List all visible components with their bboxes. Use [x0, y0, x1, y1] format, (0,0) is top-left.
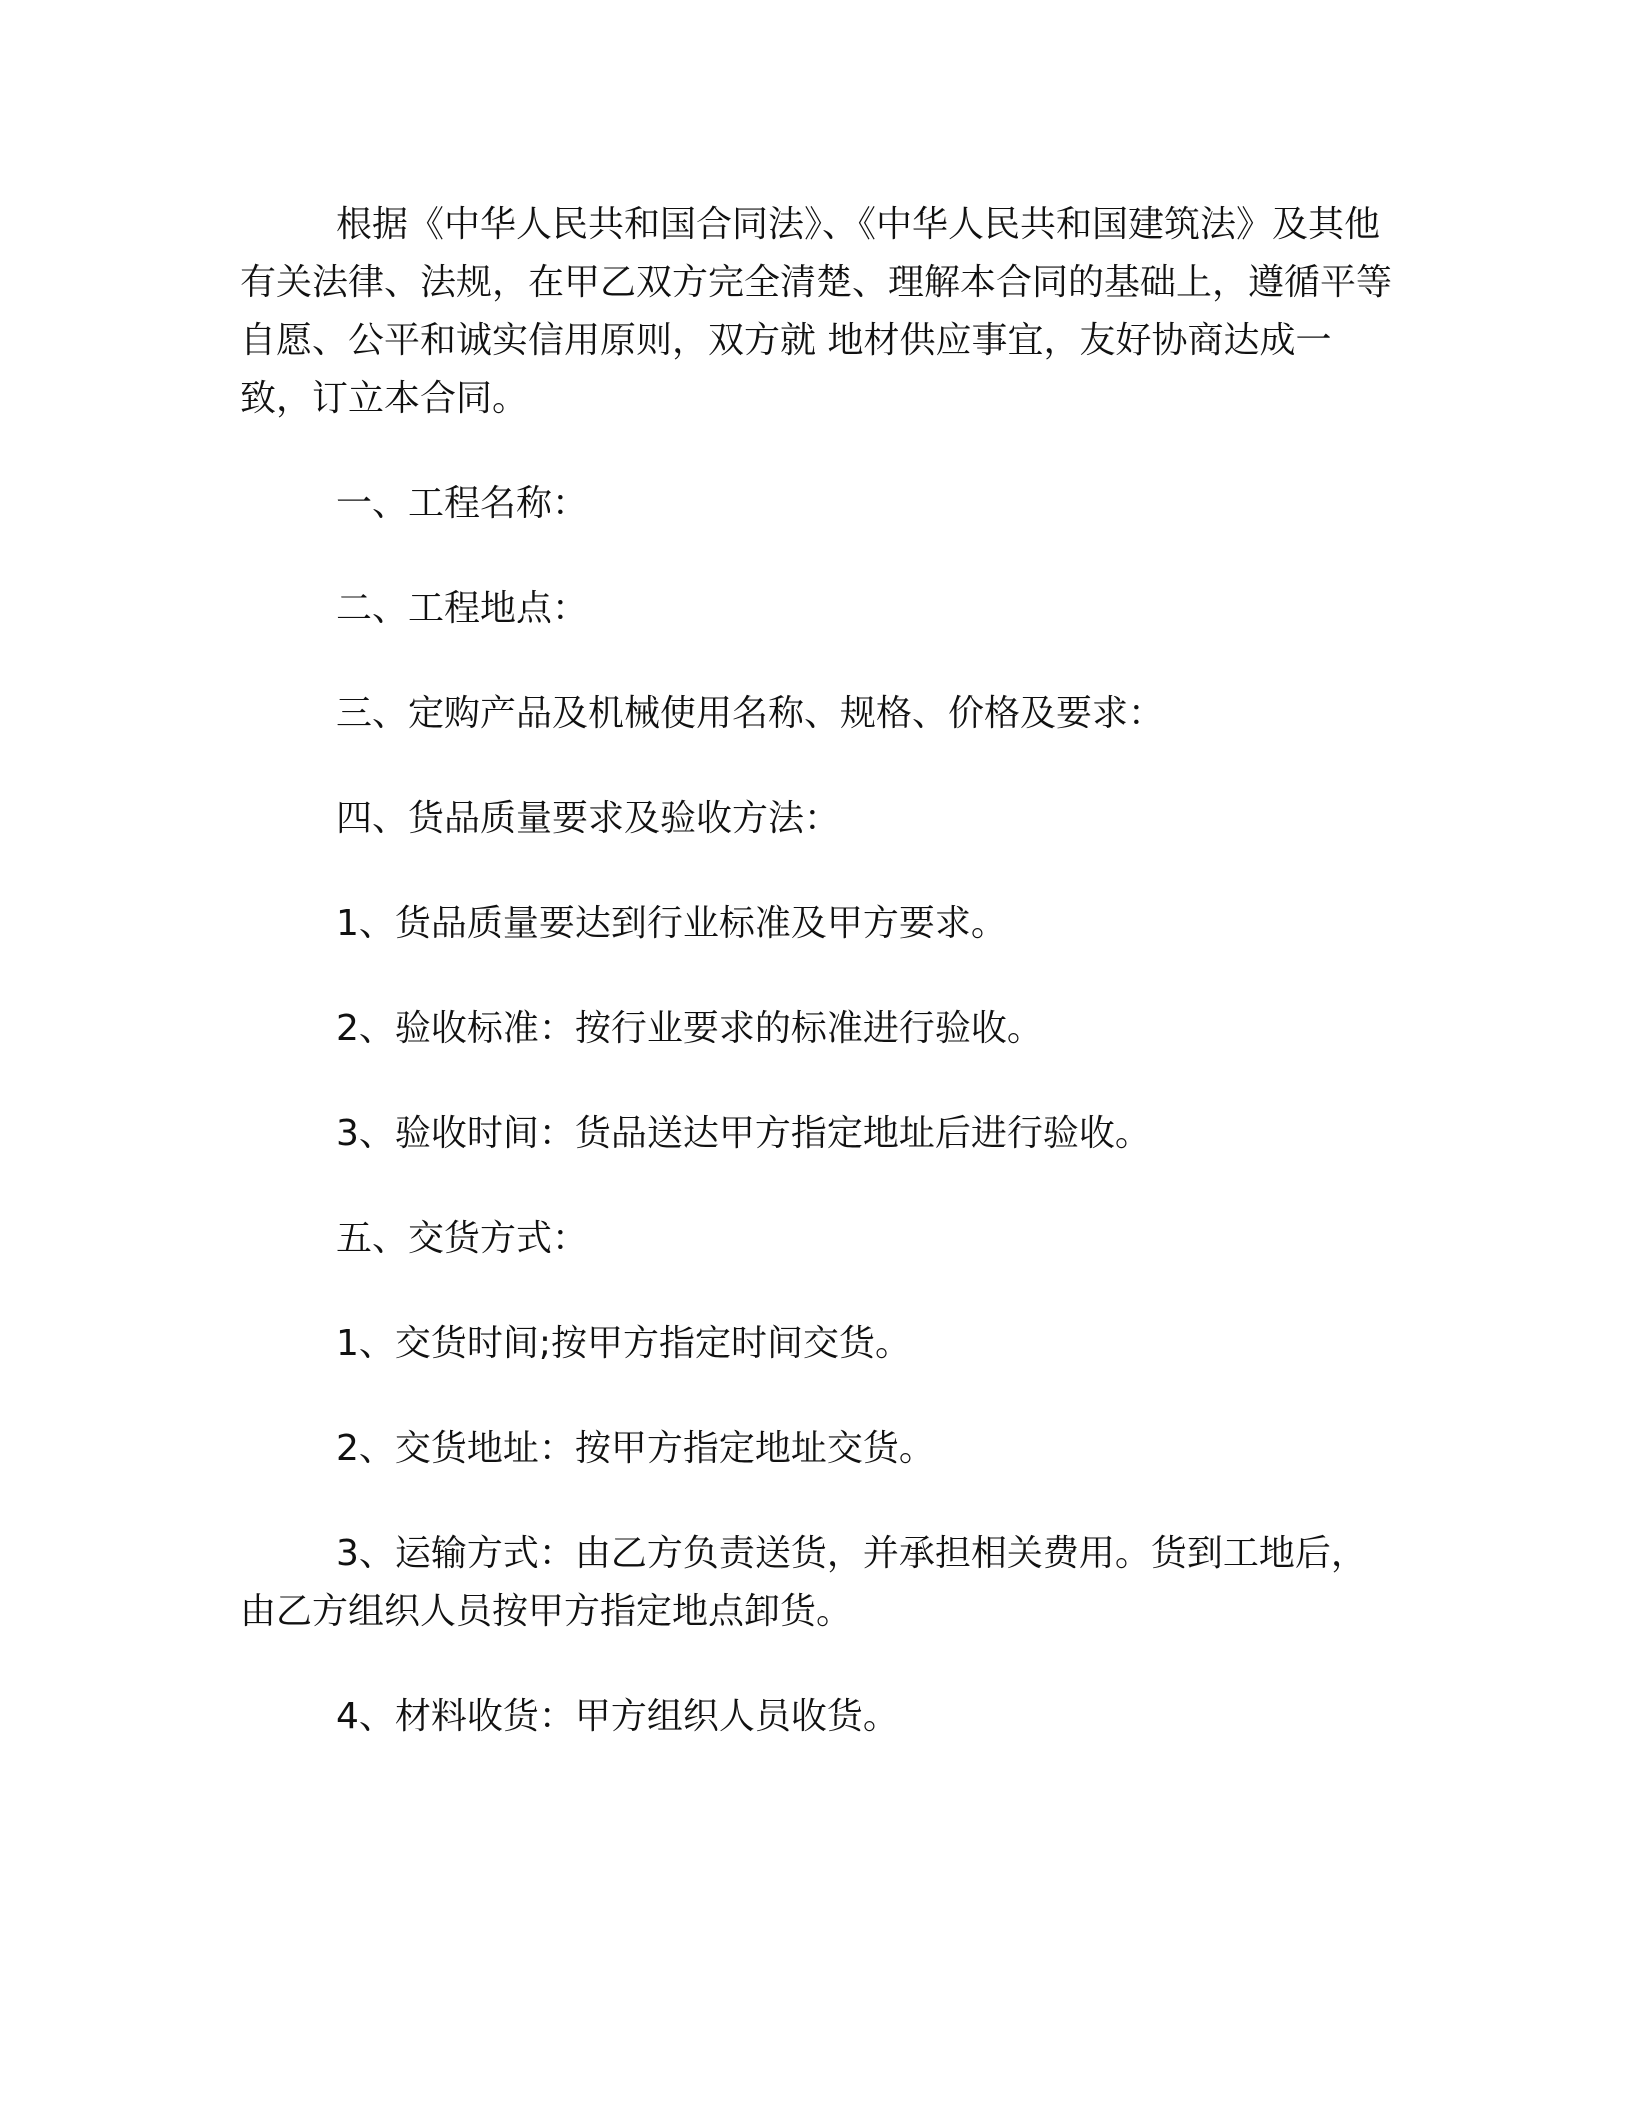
document-body	[240, 196, 1400, 1793]
clause-delivery-address: 2、交货地址：按甲方指定地址交货。	[336, 1428, 935, 1469]
clause-transport-method: 3、运输方式：由乙方负责送货，并承担相关费用。货到工地后，由乙方组织人员按甲方指定地点卸货。	[240, 1533, 1367, 1632]
section-project-location: 二、工程地点：	[336, 588, 589, 629]
section-products-spec: 三、定购产品及机械使用名称、规格、价格及要求：	[336, 693, 1165, 734]
section-quality-acceptance: 四、货品质量要求及验收方法：	[336, 798, 841, 839]
section-project-name: 一、工程名称：	[336, 483, 589, 524]
clause-material-receipt: 4、材料收货：甲方组织人员收货。	[336, 1696, 899, 1737]
clause-quality-standard: 1、货品质量要达到行业标准及甲方要求。	[336, 903, 1007, 944]
section-delivery-method: 五、交货方式：	[336, 1218, 589, 1259]
intro-paragraph: 根据《中华人民共和国合同法》、《中华人民共和国建筑法》及其他有关法律、法规，在甲乙双方完全清楚、理解本合同的基础上，遵循平等自愿、公平和诚实信用原则，双方就 地材供应事宜，友好协商达成一致，订立本合同。	[240, 204, 1393, 419]
clause-delivery-time: 1、交货时间;按甲方指定时间交货。	[336, 1323, 912, 1364]
clause-acceptance-time: 3、验收时间：货品送达甲方指定地址后进行验收。	[336, 1113, 1151, 1154]
clause-acceptance-standard: 2、验收标准：按行业要求的标准进行验收。	[336, 1008, 1043, 1049]
